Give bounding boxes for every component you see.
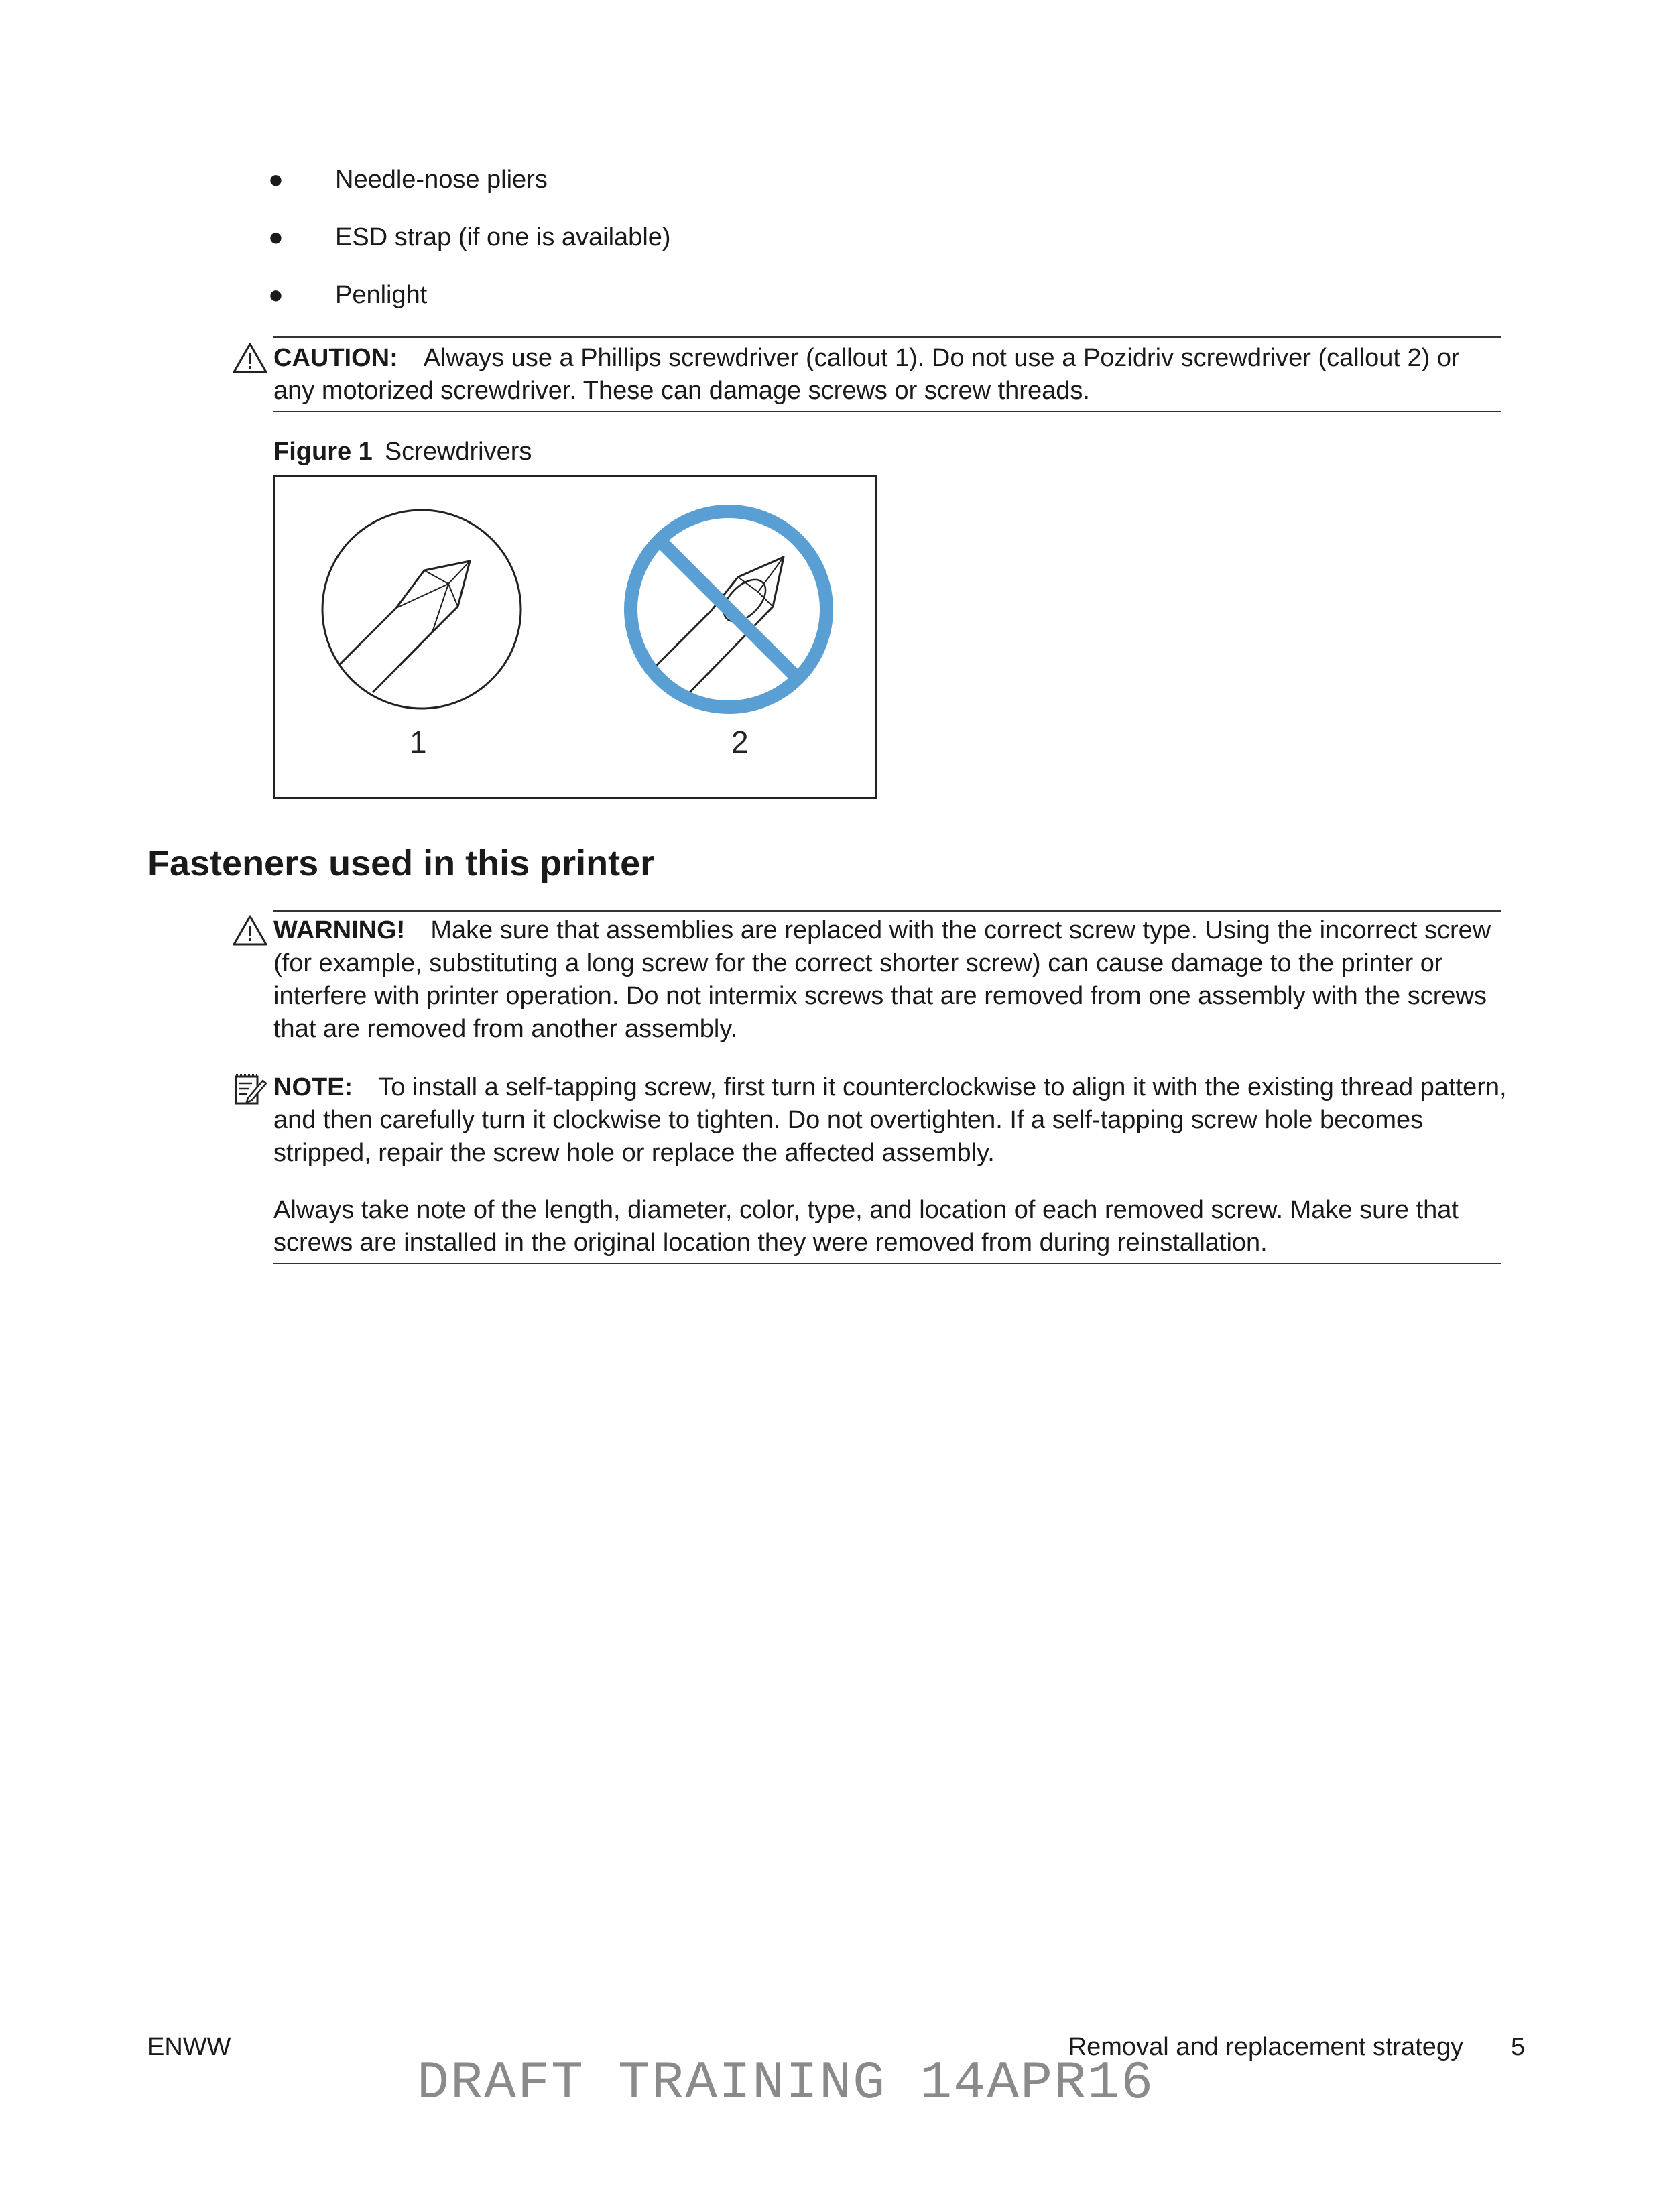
note-paragraph-2: Always take note of the length, diameter, color, type, and location of each removed screw. Make sure that screws are installed in the original location they were removed from during reinstallation. [273,1196,1459,1257]
list-item-text: Penlight [335,281,428,309]
note-text [273,1071,1507,1170]
list-item-text: Needle-nose pliers [335,166,548,194]
callout-2: 2 [731,725,749,759]
warning-label: WARNING! [273,916,406,944]
pozidriv-screwdriver-icon [651,557,784,698]
prohibited-icon [631,511,826,707]
bullet: ● [268,166,284,194]
section-heading: Fasteners used in this printer [147,843,655,883]
note-icon [232,1071,268,1107]
list-item-text: ESD strap (if one is available) [335,223,671,251]
caution-text [273,342,1507,408]
caution-top-rule [273,336,1501,338]
figure-number: Figure 1 [273,438,373,466]
warning-text [273,914,1507,1046]
figure-caption [273,436,532,468]
caution-bottom-rule [273,411,1501,412]
bullet: ● [268,281,284,309]
bullet: ● [268,223,284,251]
footer-section-title: Removal and replacement strategy [1068,2033,1463,2061]
caution-label: CAUTION: [273,344,398,372]
caution-icon [232,341,268,377]
caution-body: Always use a Phillips screwdriver (callout 1). Do not use a Pozidriv screwdriver (callout 2) or any motorized screwdriver. These can damage screws or screw threads. [273,344,1460,405]
warning-icon [232,913,268,949]
page-number: 5 [1511,2033,1526,2061]
figure-title: Screwdrivers [384,438,532,466]
callout-1: 1 [410,725,427,759]
draft-watermark: DRAFT TRAINING 14APR16 [417,2053,1155,2114]
phillips-screwdriver-icon [322,510,521,709]
figure-screwdrivers [273,475,877,799]
note-label: NOTE: [273,1073,353,1101]
footer-enww: ENWW [147,2033,231,2061]
note-bottom-rule [273,1263,1501,1264]
warning-body: Make sure that assemblies are replaced with the correct screw type. Using the incorrect screw (for example, substituting a long screw for the correct shorter screw) can cause damage to the printer or interfere with printer operation. Do not intermix screws that are removed from one assembly with the screws that are removed from another assembly. [273,916,1491,1043]
note-body: To install a self-tapping screw, first turn it counterclockwise to align it with the existing thread pattern, and then carefully turn it clockwise to tighten. Do not overtighten. If a self-tapping screw hole becomes stripped, repair the screw hole or replace the affected assembly. [273,1073,1507,1167]
screwdrivers-illustration [275,477,875,797]
warning-top-rule [273,910,1501,912]
